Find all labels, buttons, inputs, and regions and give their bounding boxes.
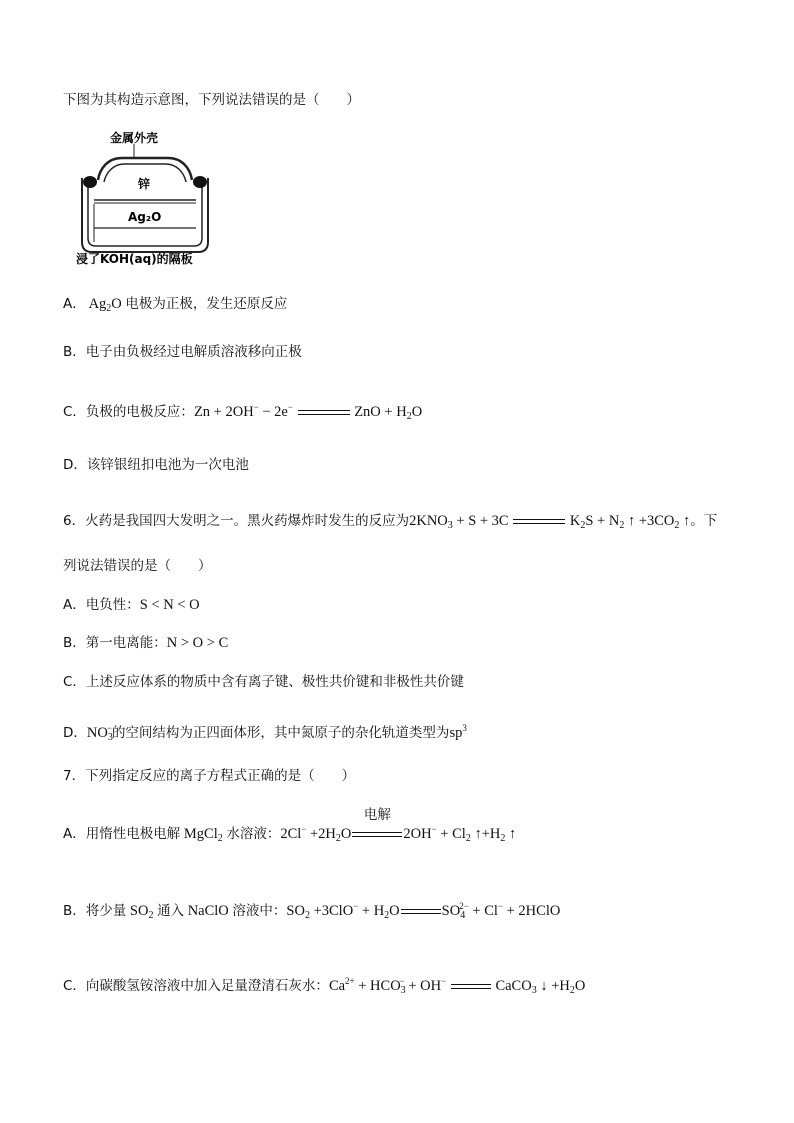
formula: $NO_3^-$ <box>86 723 113 743</box>
oxide-label: Ag₂O <box>128 210 162 224</box>
q7-stem: 7．下列指定反应的离子方程式正确的是（ ） <box>63 768 356 784</box>
q6-stem-line2: 列说法错误的是（ ） <box>63 558 212 574</box>
formula: $2Cl^- +2H_2O$ 电解 $2OH^- + Cl_2$ $↑+H_2$ ↑ <box>280 806 517 844</box>
question-intro: 下图为其构造示意图，下列说法错误的是（ ） <box>63 92 360 108</box>
q7-b-mid2: 溶液中： <box>232 903 287 919</box>
formula: S < N < O <box>139 597 200 613</box>
q6-d-text: 的空间结构为正四面体形，其中氮原子的杂化轨道类型为 <box>111 725 450 741</box>
formula: $Ag_2O$ <box>85 296 126 314</box>
q5-a-text: 电极为正极，发生还原反应 <box>125 296 288 312</box>
q6-option-b <box>63 634 228 652</box>
q5-option-c <box>63 398 422 426</box>
q7-a-prefix: A．用惰性电极电解 <box>63 826 181 842</box>
electrolysis-condition: 电解 <box>363 806 391 823</box>
q5-c-prefix: C．负极的电极反应： <box>63 404 194 420</box>
separator-label: 浸了KOH(aq)的隔板 <box>76 252 193 265</box>
q5-option-d: D．该锌银纽扣电池为一次电池 <box>63 457 249 473</box>
button-cell-diagram <box>70 130 220 265</box>
q6-option-a <box>63 596 200 614</box>
q5-option-b: B．电子由负极经过电解质溶液移向正极 <box>63 344 302 360</box>
q6-stem-end: 。下 <box>690 513 718 529</box>
shell-label: 金属外壳 <box>110 131 159 145</box>
q6-a-text: A．电负性： <box>63 597 140 613</box>
formula: $sp^3$ <box>449 723 467 741</box>
q5-a-prefix: A． <box>63 296 86 312</box>
q7-b-prefix: B．将少量 <box>63 903 127 919</box>
q7-a-mid: 水溶液： <box>226 826 281 842</box>
formula: N > O > C <box>166 635 229 651</box>
q6-option-c: C．上述反应体系的物质中含有离子键、极性共价键和非极性共价键 <box>63 674 464 690</box>
q7-option-c <box>63 972 585 1000</box>
formula: $2KNO_3 + S + 3C$ $K_2S + N_2$ ↑ $+3CO_2$ ↑ <box>409 513 691 531</box>
q6-d-prefix: D． <box>63 725 87 741</box>
zinc-label: 锌 <box>138 177 151 191</box>
q5-option-a <box>63 295 287 318</box>
q7-c-prefix: C．向碳酸氢铵溶液中加入足量澄清石灰水： <box>63 978 329 994</box>
q7-option-b <box>63 897 560 925</box>
q7-option-a <box>63 806 517 848</box>
formula: Zn + 2OH− − 2e− ZnO + $H_2O$ <box>193 402 423 422</box>
q7-b-mid: 通入 <box>157 903 185 919</box>
q6-option-d <box>63 719 467 747</box>
formula: $SO_2$ <box>126 903 154 921</box>
formula: $SO_2 +3ClO^- + H_2O$ $SO_4^{2-} + Cl^-$ + 2HClO <box>286 901 561 921</box>
q6-stem-start: 6．火药是我国四大发明之一。黑火药爆炸时发生的反应为 <box>63 513 410 529</box>
formula: $Ca^{2+} + HCO_3^- + OH^-$ CaCO$_3$ ↓ $+H_2O$ <box>328 976 586 996</box>
q6-stem <box>63 512 717 535</box>
formula: NaClO <box>184 903 233 919</box>
formula: MgCl$_2$ <box>180 826 223 844</box>
battery-schematic <box>70 130 220 265</box>
right-seal <box>193 176 207 188</box>
left-seal <box>83 176 97 188</box>
q6-b-text: B．第一电离能： <box>63 635 167 651</box>
